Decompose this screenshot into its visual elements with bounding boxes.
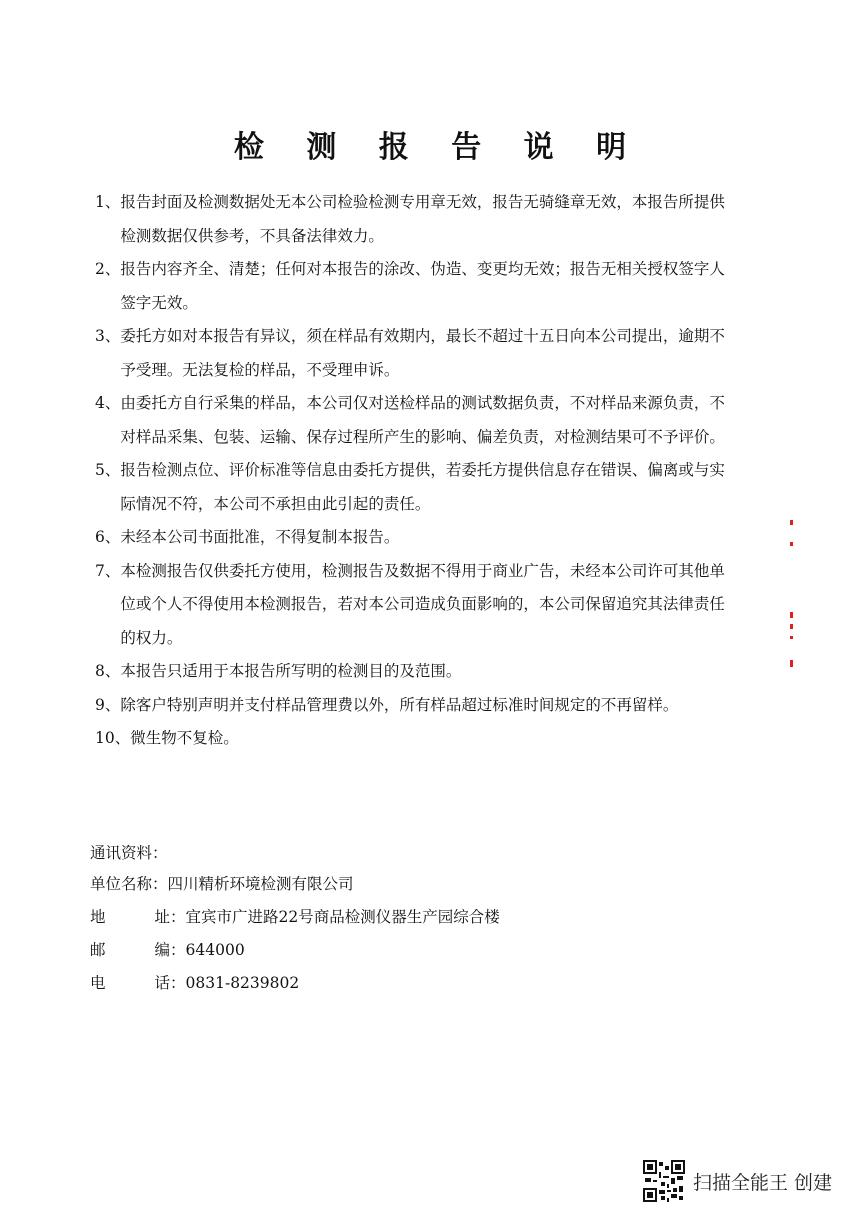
- item-text: 本检测报告仅供委托方使用，检测报告及数据不得用于商业广告，未经本公司许可其他单位或个人不得使用本检测报告，若对本公司造成负面影响的，本公司保留追究其法律责任的权力。: [120, 561, 725, 647]
- postcode-label: [90, 934, 170, 967]
- item-number: 10、: [95, 729, 131, 747]
- item-number: 8、: [95, 662, 121, 680]
- item-text: 报告内容齐全、清楚；任何对本报告的涂改、伪造、变更均无效；报告无相关授权签字人签字无效。: [120, 260, 725, 312]
- item-number: 3、: [95, 327, 121, 345]
- watermark-text: 扫描全能王 创建: [693, 1171, 833, 1194]
- list-item: [95, 186, 735, 253]
- contact-row-phone: [90, 967, 500, 1000]
- list-item: [95, 454, 735, 521]
- phone-label-char: 话: [154, 974, 170, 992]
- item-text: 报告封面及检测数据处无本公司检验检测专用章无效，报告无骑缝章无效，本报告所提供检测数据仅供参考，不具备法律效力。: [120, 193, 725, 245]
- address-label-char: 地: [90, 908, 106, 926]
- item-text: 微生物不复检。: [130, 729, 239, 747]
- item-number: 6、: [95, 528, 121, 546]
- item-number: 4、: [95, 394, 121, 412]
- contact-row-unit: [90, 868, 500, 901]
- item-text: 本报告只适用于本报告所写明的检测目的及范围。: [120, 662, 462, 680]
- phone-label: [90, 967, 170, 1000]
- address-label: [90, 901, 170, 934]
- list-item: [95, 387, 735, 454]
- contact-heading: 通讯资料：: [90, 844, 168, 862]
- item-text: 除客户特别声明并支付样品管理费以外，所有样品超过标准时间规定的不再留样。: [120, 695, 679, 714]
- list-item: [95, 689, 735, 723]
- list-item: [95, 655, 735, 689]
- contact-info: [90, 838, 500, 1000]
- postcode-label-char: 邮: [90, 941, 106, 959]
- postcode-label-char: 编: [154, 941, 170, 959]
- seal-edge-marks: [790, 520, 796, 670]
- colon: ：: [170, 974, 186, 992]
- colon: ：: [170, 908, 186, 926]
- address-value: 宜宾市广进路22号商品检测仪器生产园综合楼: [185, 908, 500, 926]
- item-number: 2、: [95, 260, 121, 278]
- item-number: 1、: [95, 193, 121, 211]
- qr-code-icon: [643, 1160, 685, 1202]
- phone-label-char: 电: [90, 974, 106, 992]
- item-number: 7、: [95, 561, 121, 580]
- phone-value: 0831-8239802: [185, 974, 300, 992]
- unit-value: 四川精析环境检测有限公司: [167, 875, 354, 893]
- list-item: [95, 555, 735, 656]
- page-title: 检 测 报 告 说 明: [233, 130, 643, 165]
- colon: ：: [170, 941, 186, 959]
- address-label-char: 址: [154, 908, 170, 926]
- item-text: 报告检测点位、评价标准等信息由委托方提供，若委托方提供信息存在错误、偏离或与实际情况不符，本公司不承担由此引起的责任。: [120, 461, 725, 513]
- list-item: [95, 722, 735, 756]
- colon: ：: [152, 875, 168, 893]
- item-number: 5、: [95, 461, 121, 479]
- list-item: [95, 320, 735, 387]
- notes-list: [95, 186, 735, 756]
- item-text: 由委托方自行采集的样品，本公司仅对送检样品的测试数据负责，不对样品来源负责，不对样品采集、包装、运输、保存过程所产生的影响、偏差负责，对检测结果可不予评价。: [120, 394, 725, 446]
- contact-row-address: [90, 901, 500, 934]
- list-item: [95, 521, 735, 555]
- contact-row-postcode: [90, 934, 500, 967]
- item-text: 委托方如对本报告有异议，须在样品有效期内，最长不超过十五日向本公司提出，逾期不予受理。无法复检的样品，不受理申诉。: [120, 327, 725, 379]
- item-number: 9、: [95, 695, 121, 714]
- scanner-watermark: [643, 1160, 832, 1202]
- unit-label: 单位名称: [90, 875, 153, 893]
- list-item: [95, 253, 735, 320]
- item-text: 未经本公司书面批准，不得复制本报告。: [120, 528, 400, 546]
- postcode-value: 644000: [185, 941, 245, 959]
